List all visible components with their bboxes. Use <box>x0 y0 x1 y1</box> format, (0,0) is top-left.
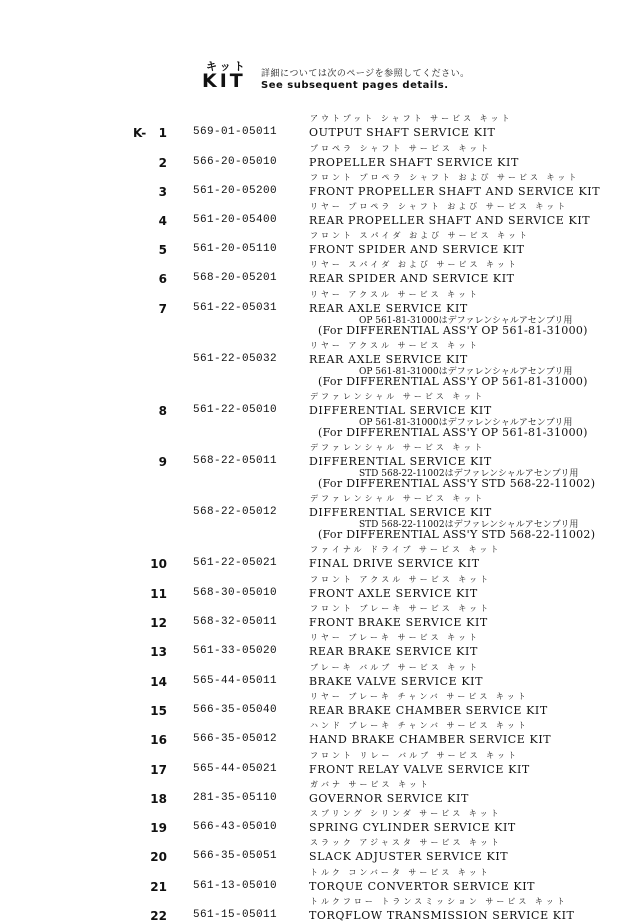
kana-name: ハンド ブレーキ チャンバ サービス キット <box>310 721 529 730</box>
english-name: REAR BRAKE CHAMBER SERVICE KIT <box>309 704 548 717</box>
item-number: 10 <box>150 557 167 571</box>
kana-name: デファレンシャル サービス キット <box>310 494 486 503</box>
part-number: 568-20-05201 <box>193 272 278 284</box>
applicability-note-en: (For DIFFERENTIAL ASS'Y OP 561-81-31000) <box>318 426 588 439</box>
english-name: DIFFERENTIAL SERVICE KIT <box>309 455 492 468</box>
item-number: 9 <box>158 455 167 469</box>
kit-prefix: K- <box>133 126 147 140</box>
english-name: FRONT PROPELLER SHAFT AND SERVICE KIT <box>309 185 601 198</box>
kana-name: ブレーキ バルブ サービス キット <box>310 663 481 672</box>
part-number: 568-30-05010 <box>193 587 278 599</box>
applicability-note-ja: OP 561-81-31000はデファレンシャルアセンブリ用 <box>359 367 573 377</box>
english-name: REAR SPIDER AND SERVICE KIT <box>309 272 515 285</box>
english-name: DIFFERENTIAL SERVICE KIT <box>309 404 492 417</box>
item-number: 4 <box>158 214 167 228</box>
item-number: 20 <box>150 850 167 864</box>
kana-name: プロペラ シャフト サービス キット <box>310 144 492 153</box>
kana-name: リヤー ブレーキ チャンバ サービス キット <box>310 692 529 701</box>
applicability-note-ja: OP 561-81-31000はデファレンシャルアセンブリ用 <box>359 418 573 428</box>
part-number: 568-32-05011 <box>193 616 278 628</box>
item-number: 13 <box>150 645 167 659</box>
english-name: SPRING CYLINDER SERVICE KIT <box>309 821 516 834</box>
applicability-note-en: (For DIFFERENTIAL ASS'Y OP 561-81-31000) <box>318 324 588 337</box>
english-name: FRONT BRAKE SERVICE KIT <box>309 616 488 629</box>
item-number: 6 <box>158 272 167 286</box>
part-number: 561-20-05400 <box>193 214 278 226</box>
kana-name: フロント ブレーキ サービス キット <box>310 604 492 613</box>
kana-name: リヤー ブレーキ サービス キット <box>310 633 480 642</box>
part-number: 561-22-05032 <box>193 353 278 365</box>
part-number: 561-13-05010 <box>193 880 278 892</box>
english-name: HAND BRAKE CHAMBER SERVICE KIT <box>309 733 552 746</box>
item-number: 14 <box>150 675 167 689</box>
english-name: REAR BRAKE SERVICE KIT <box>309 645 478 658</box>
english-name: REAR PROPELLER SHAFT AND SERVICE KIT <box>309 214 591 227</box>
item-number: 17 <box>150 763 167 777</box>
applicability-note-ja: STD 568-22-11002はデファレンシャルアセンブリ用 <box>359 520 579 530</box>
kana-name: スラック アジャスタ サービス キット <box>310 838 502 847</box>
applicability-note-en: (For DIFFERENTIAL ASS'Y OP 561-81-31000) <box>318 375 588 388</box>
part-number: 561-20-05110 <box>193 243 278 255</box>
part-number: 561-15-05011 <box>193 909 278 921</box>
english-name: TORQUE CONVERTOR SERVICE KIT <box>309 880 536 893</box>
kana-name: リヤー アクスル サービス キット <box>310 290 480 299</box>
english-name: FRONT SPIDER AND SERVICE KIT <box>309 243 525 256</box>
applicability-note-ja: OP 561-81-31000はデファレンシャルアセンブリ用 <box>359 316 573 326</box>
kana-name: リヤー スパイダ および サービス キット <box>310 260 519 269</box>
kana-name: リヤー アクスル サービス キット <box>310 341 480 350</box>
english-name: TORQFLOW TRANSMISSION SERVICE KIT <box>309 909 575 922</box>
item-number: 7 <box>158 302 167 316</box>
item-number: 8 <box>158 404 167 418</box>
english-name: FRONT AXLE SERVICE KIT <box>309 587 478 600</box>
header-kit-title: KIT <box>202 70 246 92</box>
item-number: 5 <box>158 243 167 257</box>
header-note-english: See subsequent pages details. <box>261 80 449 91</box>
kana-name: フロント スパイダ および サービス キット <box>310 231 531 240</box>
part-number: 561-22-05010 <box>193 404 278 416</box>
applicability-note-en: (For DIFFERENTIAL ASS'Y STD 568-22-11002) <box>318 477 596 490</box>
english-name: FINAL DRIVE SERVICE KIT <box>309 557 480 570</box>
english-name: PROPELLER SHAFT SERVICE KIT <box>309 156 519 169</box>
part-number: 566-43-05010 <box>193 821 278 833</box>
part-number: 568-22-05012 <box>193 506 278 518</box>
header-kit-kana: キット <box>206 60 248 73</box>
part-number: 566-35-05012 <box>193 733 278 745</box>
item-number: 2 <box>158 156 167 170</box>
english-name: REAR AXLE SERVICE KIT <box>309 353 468 366</box>
kana-name: アウトプット シャフト サービス キット <box>310 114 513 123</box>
kana-name: トルク コンバータ サービス キット <box>310 868 491 877</box>
applicability-note-en: (For DIFFERENTIAL ASS'Y STD 568-22-11002) <box>318 528 596 541</box>
part-number: 561-33-05020 <box>193 645 278 657</box>
item-number: 11 <box>150 587 167 601</box>
item-number: 22 <box>150 909 167 923</box>
kana-name: ガバナ サービス キット <box>310 780 431 789</box>
kana-name: スプリング シリンダ サービス キット <box>310 809 502 818</box>
kana-name: フロント プロペラ シャフト および サービス キット <box>310 173 580 182</box>
english-name: FRONT RELAY VALVE SERVICE KIT <box>309 763 530 776</box>
item-number: 18 <box>150 792 167 806</box>
english-name: GOVERNOR SERVICE KIT <box>309 792 469 805</box>
part-number: 561-22-05031 <box>193 302 278 314</box>
item-number: 16 <box>150 733 167 747</box>
header-note-japanese: 詳細については次のページを参照してください。 <box>261 69 470 79</box>
item-number: 21 <box>150 880 167 894</box>
item-number: 19 <box>150 821 167 835</box>
kana-name: デファレンシャル サービス キット <box>310 392 486 401</box>
kana-name: トルクフロー トランスミッション サービス キット <box>310 897 568 906</box>
part-number: 566-35-05040 <box>193 704 278 716</box>
part-number: 566-35-05051 <box>193 850 278 862</box>
item-number: 3 <box>158 185 167 199</box>
part-number: 569-01-05011 <box>193 126 278 138</box>
english-name: DIFFERENTIAL SERVICE KIT <box>309 506 492 519</box>
item-number: 15 <box>150 704 167 718</box>
kana-name: リヤー プロペラ シャフト および サービス キット <box>310 202 569 211</box>
english-name: BRAKE VALVE SERVICE KIT <box>309 675 484 688</box>
item-number: 1 <box>158 126 167 140</box>
english-name: REAR AXLE SERVICE KIT <box>309 302 468 315</box>
english-name: SLACK ADJUSTER SERVICE KIT <box>309 850 509 863</box>
part-number: 561-22-05021 <box>193 557 278 569</box>
part-number: 565-44-05021 <box>193 763 278 775</box>
part-number: 566-20-05010 <box>193 156 278 168</box>
applicability-note-ja: STD 568-22-11002はデファレンシャルアセンブリ用 <box>359 469 579 479</box>
part-number: 565-44-05011 <box>193 675 278 687</box>
english-name: OUTPUT SHAFT SERVICE KIT <box>309 126 496 139</box>
kana-name: デファレンシャル サービス キット <box>310 443 486 452</box>
part-number: 281-35-05110 <box>193 792 278 804</box>
part-number: 568-22-05011 <box>193 455 278 467</box>
item-number: 12 <box>150 616 167 630</box>
kana-name: フロント アクスル サービス キット <box>310 575 492 584</box>
part-number: 561-20-05200 <box>193 185 278 197</box>
kana-name: ファイナル ドライブ サービス キット <box>310 545 502 554</box>
kana-name: フロント リレー バルブ サービス キット <box>310 751 520 760</box>
